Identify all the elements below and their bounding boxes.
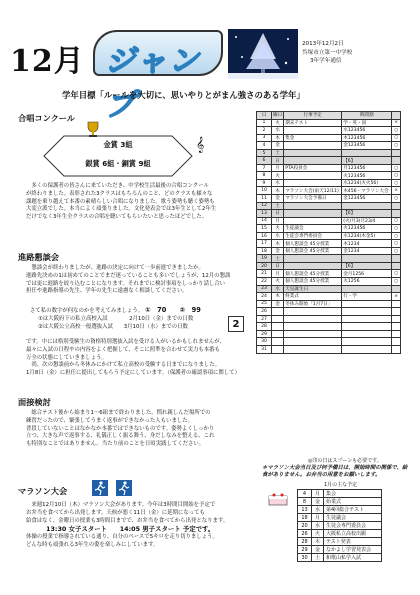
- schedule-cell-w: [272, 338, 284, 346]
- chorus-body: 多くの保護者の皆さんに来ていただき、中学校生活最後の合唱コンクール が終わりました。表彰された3クラスはもちろんのこと、どのクラスも様々な 課題を乗り越えて本番の素晴らしい合唱になりました。歌う姿勢も聴く姿勢も 大変立派でした。本当によく頑張りました。文化発表会では3年生として2年生 だけでなく3年生全クラスの合唱を聴いてもらいたいと思ったほどでした。: [26, 183, 217, 221]
- event-cell-n: 20: [298, 522, 312, 530]
- schedule-cell-s: 行・学: [342, 293, 392, 301]
- schedule-cell-e: [284, 210, 342, 218]
- schedule-cell-c: [392, 338, 401, 346]
- school-name: 呉塚市立第一中学校: [302, 49, 353, 56]
- schedule-row: [257, 187, 401, 195]
- schedule-cell-d: 29: [257, 330, 272, 338]
- schedule-cell-d: 15: [257, 225, 272, 233]
- schedule-cell-c: [392, 149, 401, 157]
- schedule-cell-c: [392, 300, 401, 308]
- goal-suffix: 」: [296, 90, 305, 100]
- schedule-cell-d: 27: [257, 315, 272, 323]
- schedule-cell-s: [342, 202, 392, 210]
- schedule-cell-w: [272, 308, 284, 316]
- schedule-cell-e: 生徒議会: [284, 225, 342, 233]
- schedule-cell-e: [284, 202, 342, 210]
- award-box: [44, 132, 192, 180]
- schedule-cell-e: PTA役員会: [284, 164, 342, 172]
- schedule-cell-w: [272, 345, 284, 353]
- event-cell-t: 始業式: [324, 498, 382, 506]
- event-cell-w: 金: [312, 546, 324, 554]
- schedule-row: [257, 323, 401, 331]
- schedule-row: [257, 240, 401, 248]
- schedule-cell-s: 木1234: [342, 240, 392, 248]
- schedule-row: [257, 293, 401, 301]
- schedule-cell-c: ○: [392, 195, 401, 203]
- schedule-cell-c: [392, 308, 401, 316]
- schedule-cell-c: [392, 345, 401, 353]
- schedule-cell-e: 個人懇談会 45分授業: [284, 270, 342, 278]
- issue-name: 3年学年通信: [310, 58, 342, 65]
- issue-date: 2013年12月2日: [302, 41, 344, 47]
- schedule-cell-w: 土: [272, 149, 284, 157]
- schedule-cell-s: [342, 285, 392, 293]
- event-cell-w: 火: [312, 530, 324, 538]
- career-body-2: です。中には格別受験生の資格特別選抜入試を受ける人がいるかもしれませんが、 最々に入試の日程やの内容をよく把握して、そこに照準を合わせて実力も本番も 万全の状態にしていきましょう。 尚、次の懇談前から冬休みにかけて私立高校の受験する日までになりました。 1月8日（金）に担任に提出してもらう予定にしています。（保護者の確認事項に関して）: [26, 339, 240, 377]
- schedule-cell-e: 冬休み開始「1月7日」: [284, 300, 342, 308]
- schedule-row: [257, 308, 401, 316]
- schedule-cell-w: 土: [272, 255, 284, 263]
- schedule-cell-d: 17: [257, 240, 272, 248]
- calendar-icon: 2: [228, 316, 244, 332]
- schedule-header-cell: 日: [257, 112, 272, 120]
- silver-bronze-award: 銀賞 6組・銅賞 9組: [85, 159, 151, 168]
- schedule-row: [257, 202, 401, 210]
- marathon-heading: マラソン大会: [18, 486, 68, 496]
- schedule-cell-s: 【6】: [342, 262, 392, 270]
- schedule-header-row: [257, 112, 401, 120]
- schedule-row: [257, 225, 401, 233]
- schedule-cell-w: 火: [272, 278, 284, 286]
- schedule-row: [257, 338, 401, 346]
- schedule-cell-e: 終業式: [284, 293, 342, 301]
- schedule-cell-s: (火/月3)月23/4: [342, 217, 392, 225]
- schedule-cell-c: ○: [392, 172, 401, 180]
- schedule-row: [257, 149, 401, 157]
- schedule-header-cell: 時間割: [342, 112, 392, 120]
- schedule-cell-w: 火: [272, 225, 284, 233]
- schedule-cell-s: 火1256: [342, 278, 392, 286]
- schedule-cell-w: 木: [272, 187, 284, 195]
- schedule-cell-c: [392, 315, 401, 323]
- schedule-cell-e: [284, 142, 342, 150]
- schedule-cell-s: 金123456: [342, 142, 392, 150]
- schedule-cell-c: [392, 210, 401, 218]
- event-cell-n: 30: [298, 554, 312, 562]
- schedule-cell-e: [284, 330, 342, 338]
- schedule-cell-c: ×: [392, 187, 401, 195]
- chorus-heading: 合唱コンクール: [18, 113, 75, 123]
- snowy-tree-photo: [228, 29, 298, 79]
- schedule-cell-d: 3: [257, 134, 272, 142]
- schedule-row: [257, 142, 401, 150]
- event-row: [298, 498, 382, 506]
- schedule-cell-c: ○: [392, 247, 401, 255]
- schedule-cell-s: 学・英・国: [342, 119, 392, 127]
- event-cell-n: 4: [298, 490, 312, 498]
- banner-title: ジャンプ: [105, 44, 201, 123]
- schedule-cell-c: ○: [392, 232, 401, 240]
- career-numbers: さて私の数字が何なのかを考えてみましょう。 ① 70 ② 99 ①は大阪府下の私立高校入試 2月10日（金）までの日数 ②は大阪公立高校一般選抜入試 3月10日（水）までの日数: [30, 306, 201, 330]
- event-cell-t: なかよし学習発表会: [324, 546, 382, 554]
- schedule-cell-e: 個人懇談会 45分授業: [284, 240, 342, 248]
- event-cell-w: 月: [312, 514, 324, 522]
- runner-icon: [92, 480, 108, 496]
- schedule-cell-w: 水: [272, 232, 284, 240]
- schedule-cell-e: [284, 345, 342, 353]
- schedule-cell-s: 水1234(木金5): [342, 232, 392, 240]
- schedule-cell-d: 19: [257, 255, 272, 263]
- schedule-row: [257, 164, 401, 172]
- schedule-cell-d: 13: [257, 210, 272, 218]
- event-cell-n: 13: [298, 506, 312, 514]
- schedule-cell-s: [342, 338, 392, 346]
- marathon-times: 13:30 女子スタート 14:05 男子スタート 予定です。: [46, 525, 215, 534]
- event-row: [298, 530, 382, 538]
- schedule-cell-e: 集金: [284, 134, 342, 142]
- schedule-cell-s: [342, 315, 392, 323]
- event-row: [298, 506, 382, 514]
- schedule-cell-e: [284, 217, 342, 225]
- career-heading: 進路懇談会: [18, 252, 59, 262]
- schedule-cell-w: [272, 315, 284, 323]
- schedule-cell-w: [272, 330, 284, 338]
- schedule-cell-c: ○: [392, 225, 401, 233]
- trophy-icon: [85, 121, 101, 143]
- schedule-cell-w: 木: [272, 293, 284, 301]
- schedule-cell-d: 2: [257, 127, 272, 135]
- schedule-cell-d: 1: [257, 119, 272, 127]
- schedule-cell-w: 月: [272, 217, 284, 225]
- event-cell-w: 月: [312, 490, 324, 498]
- schedule-cell-s: 火123456: [342, 225, 392, 233]
- schedule-cell-d: 23: [257, 285, 272, 293]
- schedule-cell-e: [284, 338, 342, 346]
- schedule-cell-d: 25: [257, 300, 272, 308]
- event-cell-t: 集会: [324, 490, 382, 498]
- schedule-cell-w: 月: [272, 270, 284, 278]
- spoon-note: ◎印の日はスプーンも必要です。: [308, 458, 382, 464]
- schedule-cell-s: 火123456: [342, 172, 392, 180]
- schedule-cell-c: ○: [392, 134, 401, 142]
- event-cell-n: 26: [298, 530, 312, 538]
- schedule-cell-e: [284, 179, 342, 187]
- schedule-cell-w: 水: [272, 127, 284, 135]
- event-cell-w: 水: [312, 506, 324, 514]
- schedule-cell-d: 21: [257, 270, 272, 278]
- music-note-icon: 𝄞: [196, 137, 205, 153]
- schedule-table: [256, 111, 401, 354]
- schedule-cell-e: 生徒会専門委員会: [284, 232, 342, 240]
- schedule-cell-c: ×: [392, 293, 401, 301]
- event-cell-w: 水: [312, 522, 324, 530]
- goal-prefix: 学年目標「: [62, 90, 104, 100]
- schedule-cell-d: 24: [257, 293, 272, 301]
- schedule-row: [257, 232, 401, 240]
- schedule-cell-s: [342, 323, 392, 331]
- schedule-row: [257, 278, 401, 286]
- schedule-cell-d: 16: [257, 232, 272, 240]
- event-row: [298, 514, 382, 522]
- schedule-row: [257, 157, 401, 165]
- schedule-cell-d: 18: [257, 247, 272, 255]
- marathon-body: 来週12月10日（木）マラソン大会があります。今年は3時間目開始を予定で お弁当を食べてから出発します。天候が悪く11日（金）に延期になっても 給食はなく、金曜日の授業も3時間目までで、お弁当を食べてから出発となります。 13:30 女子スタート 14:05 男子スタート 予定です。 体操の授業で指導されている通り、自分のペースで5キロを走り切りましょう。 どんな時も頑張れる3年生の姿を楽しみにしています。: [26, 502, 261, 550]
- schedule-cell-w: 水: [272, 179, 284, 187]
- schedule-cell-c: ○: [392, 240, 401, 248]
- schedule-cell-d: 6: [257, 157, 272, 165]
- schedule-cell-w: 金: [272, 195, 284, 203]
- schedule-cell-e: 天皇誕生日: [284, 285, 342, 293]
- schedule-cell-e: 個人懇談会 45分授業: [284, 247, 342, 255]
- schedule-cell-s: 【6】: [342, 210, 392, 218]
- schedule-cell-d: 20: [257, 262, 272, 270]
- schedule-cell-d: 8: [257, 172, 272, 180]
- gold-award: 金賞 3組: [103, 140, 133, 149]
- schedule-cell-s: 木456・マラソン大会: [342, 187, 392, 195]
- event-cell-w: 金: [312, 498, 324, 506]
- schedule-cell-c: [392, 202, 401, 210]
- schedule-cell-s: [342, 330, 392, 338]
- schedule-cell-d: 9: [257, 179, 272, 187]
- schedule-cell-d: 7: [257, 164, 272, 172]
- event-cell-n: 18: [298, 514, 312, 522]
- schedule-cell-d: 10: [257, 187, 272, 195]
- schedule-row: [257, 300, 401, 308]
- event-cell-n: 8: [298, 498, 312, 506]
- schedule-cell-c: ○: [392, 270, 401, 278]
- schedule-cell-c: [392, 323, 401, 331]
- events-title: 1月の主な予定: [324, 482, 358, 488]
- schedule-header-cell: 曜日: [273, 113, 283, 119]
- schedule-cell-c: [392, 262, 401, 270]
- event-cell-t: 生徒議会: [324, 514, 382, 522]
- schedule-cell-w: 日: [272, 157, 284, 165]
- schedule-cell-w: 火: [272, 172, 284, 180]
- schedule-cell-c: [392, 157, 401, 165]
- schedule-cell-c: [392, 330, 401, 338]
- schedule-cell-c: [392, 285, 401, 293]
- grade-goal: [62, 89, 305, 101]
- event-row: [298, 538, 382, 546]
- schedule-cell-d: 14: [257, 217, 272, 225]
- event-cell-t: 第4回総合テスト: [324, 506, 382, 514]
- event-cell-w: 土: [312, 554, 324, 562]
- cake-icon: [266, 487, 290, 511]
- event-cell-w: 木: [312, 538, 324, 546]
- schedule-cell-w: 火: [272, 119, 284, 127]
- goal-text: ルールを大切に、思いやりとがまん強さのある学年: [103, 90, 297, 100]
- schedule-cell-s: 金月1256: [342, 270, 392, 278]
- event-row: [298, 554, 382, 562]
- schedule-row: [257, 262, 401, 270]
- schedule-cell-d: 31: [257, 345, 272, 353]
- event-cell-n: 28: [298, 538, 312, 546]
- schedule-cell-c: ○: [392, 278, 401, 286]
- schedule-cell-s: 水123456: [342, 127, 392, 135]
- event-cell-t: テスト発表: [324, 538, 382, 546]
- schedule-cell-d: 22: [257, 278, 272, 286]
- career-body: 懇談会が終わりましたが、進路の決定に向けて一歩前進できましたか。 進路先決めの1は初めてのことでまだ迷っていることも多いでしょうが、12月の懇談 では更に進路を絞り込むことになります。それまでに検討事項をしっかり話し合い 担任や進路指導の先生、学年の先生に遠慮なく相談してください。: [26, 265, 231, 295]
- schedule-cell-e: [284, 149, 342, 157]
- schedule-cell-e: 期末テスト: [284, 119, 342, 127]
- schedule-row: [257, 127, 401, 135]
- schedule-cell-c: ○: [392, 164, 401, 172]
- schedule-header-cell: 行事予定: [284, 112, 342, 120]
- schedule-row: [257, 315, 401, 323]
- event-row: [298, 490, 382, 498]
- schedule-row: [257, 119, 401, 127]
- schedule-cell-w: 日: [272, 262, 284, 270]
- schedule-cell-d: 12: [257, 202, 272, 210]
- schedule-cell-e: [284, 172, 342, 180]
- schedule-row: [257, 247, 401, 255]
- schedule-cell-s: [342, 255, 392, 263]
- schedule-cell-e: [284, 157, 342, 165]
- month-title: 12月: [10, 44, 85, 79]
- schedule-cell-e: 個人懇談会 45分授業: [284, 278, 342, 286]
- exam-body: 総合テスト後から始まり1〜6組まで終わりました。慣れ親しんだ場所での 練習だったので、緊張してうまく返事ができなかった人もいました。 普段していないことはなかなか本番ではできないものです。姿勢よくしっかり 立つ、大きな声で返事する、礼儀正しく振る舞う、身だしなみを整える、これ も特別なことではありません。当たり前のことを日頃実践してください。: [26, 410, 215, 448]
- schedule-cell-e: [284, 323, 342, 331]
- schedule-cell-c: ○: [392, 142, 401, 150]
- schedule-row: [257, 210, 401, 218]
- event-cell-t: 和歌山私学入試: [324, 554, 382, 562]
- schedule-cell-d: 28: [257, 323, 272, 331]
- schedule-cell-d: 4: [257, 142, 272, 150]
- event-cell-n: 29: [298, 546, 312, 554]
- schedule-cell-w: 金: [272, 142, 284, 150]
- schedule-cell-s: 水1234(火火56): [342, 179, 392, 187]
- schedule-row: [257, 330, 401, 338]
- schedule-cell-w: 水: [272, 285, 284, 293]
- schedule-cell-s: [342, 300, 392, 308]
- schedule-row: [257, 345, 401, 353]
- schedule-row: [257, 172, 401, 180]
- schedule-row: [257, 179, 401, 187]
- schedule-header-cell: [392, 112, 401, 120]
- schedule-row: [257, 134, 401, 142]
- schedule-cell-w: 木: [272, 134, 284, 142]
- marathon-lunch-note: ＊マラソン大会当日及び何予備日は、開始時間の関係で、給食がありません。お弁当の用意をお願いします。: [262, 465, 408, 479]
- schedule-cell-e: [284, 255, 342, 263]
- schedule-cell-e: [284, 308, 342, 316]
- event-cell-t: 生徒会専門委員会: [324, 522, 382, 530]
- events-table: [297, 489, 382, 562]
- header-info: [302, 40, 352, 66]
- schedule-row: [257, 255, 401, 263]
- schedule-cell-w: 金: [272, 300, 284, 308]
- schedule-cell-e: [284, 127, 342, 135]
- schedule-cell-e: マラソン大会(雨天12/11): [284, 187, 342, 195]
- schedule-cell-d: 26: [257, 308, 272, 316]
- schedule-cell-e: マラソン大会予備日: [284, 195, 342, 203]
- schedule-cell-s: [342, 345, 392, 353]
- schedule-cell-s: 金1234: [342, 247, 392, 255]
- schedule-cell-c: ○: [392, 127, 401, 135]
- runner-icon-2: [116, 480, 132, 496]
- schedule-row: [257, 217, 401, 225]
- schedule-row: [257, 285, 401, 293]
- event-row: [298, 546, 382, 554]
- schedule-cell-s: 【6】: [342, 157, 392, 165]
- schedule-row: [257, 270, 401, 278]
- schedule-cell-w: 月: [272, 164, 284, 172]
- schedule-cell-s: [342, 149, 392, 157]
- schedule-cell-w: [272, 323, 284, 331]
- schedule-cell-w: 日: [272, 210, 284, 218]
- schedule-cell-s: 金123456: [342, 195, 392, 203]
- event-row: [298, 522, 382, 530]
- schedule-cell-s: [342, 308, 392, 316]
- schedule-cell-w: 土: [272, 202, 284, 210]
- schedule-row: [257, 195, 401, 203]
- schedule-cell-s: 木123456: [342, 134, 392, 142]
- schedule-cell-d: 11: [257, 195, 272, 203]
- schedule-cell-c: [392, 255, 401, 263]
- schedule-cell-c: ○: [392, 217, 401, 225]
- schedule-cell-w: 金: [272, 247, 284, 255]
- schedule-cell-c: ×: [392, 119, 401, 127]
- schedule-cell-d: 5: [257, 149, 272, 157]
- event-cell-t: 大阪私立高校出願: [324, 530, 382, 538]
- schedule-cell-c: ○: [392, 179, 401, 187]
- schedule-cell-d: 30: [257, 338, 272, 346]
- schedule-cell-w: 木: [272, 240, 284, 248]
- schedule-cell-e: [284, 315, 342, 323]
- exam-heading: 面接検討: [18, 397, 51, 407]
- schedule-cell-s: 月123456: [342, 164, 392, 172]
- schedule-cell-e: [284, 262, 342, 270]
